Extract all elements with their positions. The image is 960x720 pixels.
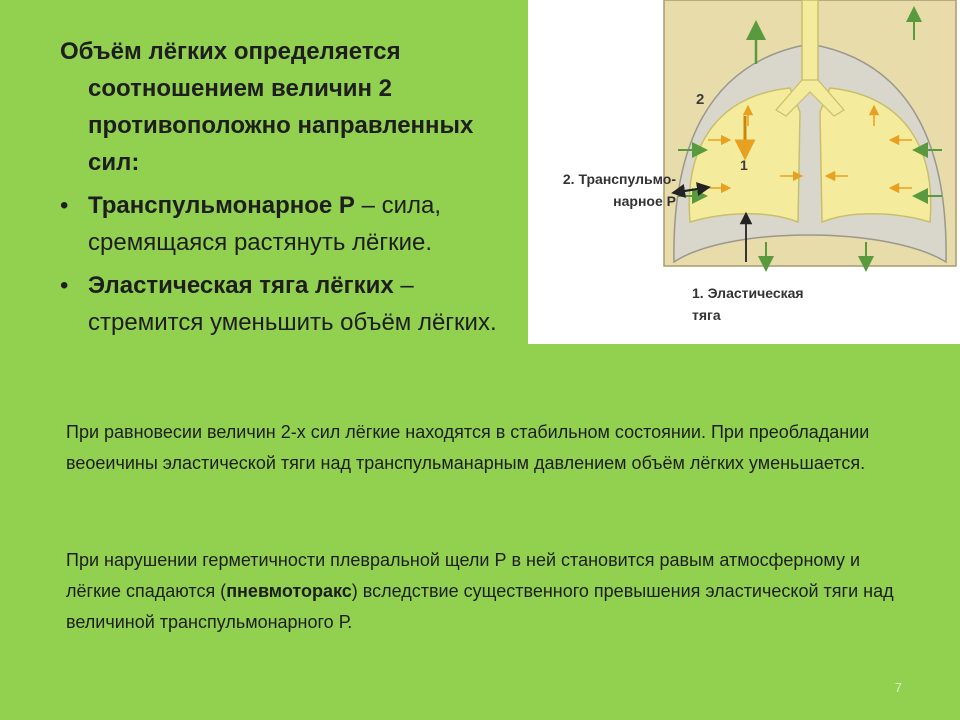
bullet-dot: • (60, 272, 69, 299)
label-transpulmonary (536, 168, 676, 212)
heading-line-1: Объём лёгких определяется (60, 38, 401, 65)
marker-2: 2 (696, 91, 705, 108)
label-elastic-line-1: 1. Эластическая (692, 285, 804, 301)
paragraph-pneumothorax (66, 545, 896, 638)
bullet-transpulmonary (60, 187, 530, 261)
slide-heading (60, 33, 530, 181)
lung-diagram (528, 0, 960, 344)
top-text-block (60, 33, 530, 347)
bullet-dot: • (60, 192, 69, 219)
label-transpulmonary-line-2: нарное Р (613, 193, 676, 209)
paragraph-pneumothorax-start: При нарушении герметичности плевральной щели Р в ней становится равым атмосферному и лёгкие спадаются ( (66, 550, 861, 601)
marker-1: 1 (740, 157, 748, 173)
heading-line-4: сил: (88, 149, 140, 176)
bullet-elastic (60, 267, 530, 341)
paragraph-equilibrium: При равновесии величин 2-х сил лёгкие находятся в стабильном состоянии. При преобладании веоеичины эластической тяги над транспульманарным давлением объём лёгких уменьшается. (66, 422, 870, 473)
label-elastic-line-2: тяга (692, 307, 721, 323)
trachea (802, 0, 818, 82)
page-number: 7 (894, 680, 902, 695)
paragraph-pneumothorax-end: ) вследствие существенного превышения эластической тяги над величиной транспульмонарного Р. (66, 581, 894, 632)
heading-line-2: соотношением величин 2 (88, 75, 393, 102)
bullet-list (60, 187, 530, 341)
label-transpulmonary-line-1: 2. Транспульмо- (562, 171, 676, 187)
label-elastic (692, 282, 872, 326)
bullet-elastic-title: Эластическая тяга лёгких (88, 272, 394, 299)
bullet-transpulmonary-text: – сила, сремящаяся растянуть лёгкие. (88, 192, 442, 256)
bullet-elastic-text: – стремится уменьшить объём лёгких. (88, 272, 497, 336)
pneumothorax-term: пневмоторакс (226, 581, 352, 601)
bullet-transpulmonary-title: Транспульмонарное Р (88, 192, 355, 219)
heading-line-3: противоположно направленных (88, 112, 474, 139)
